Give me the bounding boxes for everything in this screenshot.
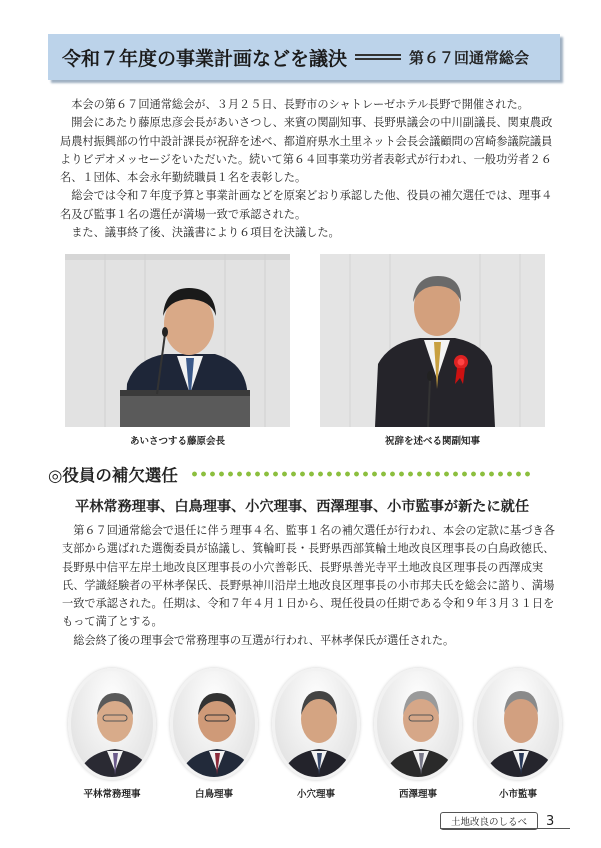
intro-paragraph: 本会の第６７回通常総会が、３月２５日、長野市のシャトレーゼホテル長野で開催された。	[71, 98, 529, 111]
intro-paragraph: また、議事終了後、決議書により６項目を決議した。	[71, 226, 340, 240]
person-photo	[377, 671, 462, 780]
page-title: 令和７年度の事業計画などを議決	[62, 47, 348, 70]
section-paragraph: 第６７回通常総会で退任に伴う理事４名、監事１名の補欠選任が行われ、本会の定款に基づき各支部から選ばれた選衡委員が協議し、箕輪町長・長野県西部箕輪土地改良区理事長の白鳥政徳氏、長野県中信平左岸土地改良区理事長の小穴善彰氏、長野県善光寺平土地改良区理事長の西澤成実氏、学識経験者の平林孝保氏、長野県神川沿岸土地改良区理事長の小市邦夫氏を総会に諮り、満場一致で承認された。任期は、令和７年４月１日から、現任役員の任期である令和９年３月３１日をもって満了とする。	[62, 524, 555, 629]
portrait-oana	[272, 668, 360, 780]
section-headline: 平林常務理事、白鳥理事、小穴理事、西澤理事、小市監事が新たに就任	[75, 499, 530, 515]
intro-paragraph: 総会では令和７年度予算と事業計画などを原案どおり承認した他、役員の補欠選任では、理事４名及び監事１名の選任が満場一致で承認された。	[60, 189, 553, 221]
person-photo	[275, 671, 360, 780]
footer-rule	[440, 828, 570, 829]
person-photo	[173, 671, 258, 780]
portrait-koichi	[474, 668, 562, 780]
dotted-divider	[190, 469, 530, 479]
portrait-name: 小穴理事	[296, 789, 335, 800]
portrait-name: 平林常務理事	[83, 789, 141, 800]
intro-text	[60, 96, 558, 242]
publication-name: 土地改良のしるべ	[440, 812, 538, 830]
person-photo	[71, 671, 156, 780]
speaker-with-rosette-photo	[320, 254, 545, 427]
portrait-shiratori	[170, 668, 258, 780]
page-subtitle: 第６７回通常総会	[409, 48, 530, 67]
speaker-at-podium-photo	[65, 254, 290, 427]
portrait-nishizawa	[374, 668, 462, 780]
portrait-name: 白鳥理事	[194, 789, 233, 800]
section-paragraph: 総会終了後の理事会で常務理事の互選が行われ、平林孝保氏が選任された。	[73, 633, 455, 647]
photo-president-speech	[65, 254, 290, 427]
photo-vice-governor-speech	[320, 254, 545, 427]
photo-caption-1: あいさつする藤原会長	[129, 436, 225, 447]
portrait-hirabayashi	[68, 668, 156, 780]
page-number: 3	[546, 813, 555, 829]
photo-caption-2: 祝辞を述べる関副知事	[384, 436, 480, 447]
portrait-name: 西澤理事	[398, 789, 437, 800]
portrait-name: 小市監事	[498, 789, 537, 800]
section-heading	[48, 462, 530, 486]
intro-paragraph: 開会にあたり藤原忠彦会長があいさつし、来賓の関副知事、長野県議会の中川副議長、関東農政局農村振興部の竹中設計課長が祝辞を述べ、都道府県水土里ネット会長会議顧問の宮崎参議院議員よりビデオメッセージをいただいた。続いて第６４回事業功労者表彰式が行われ、一般功労者２６名、１団体、本会永年勤続職員１名を表彰した。	[60, 116, 553, 185]
section-text	[62, 522, 564, 650]
title-double-rule	[355, 54, 401, 60]
title-banner	[48, 34, 560, 80]
section-title: ◎役員の補欠選任	[48, 466, 178, 485]
person-photo	[477, 671, 562, 780]
